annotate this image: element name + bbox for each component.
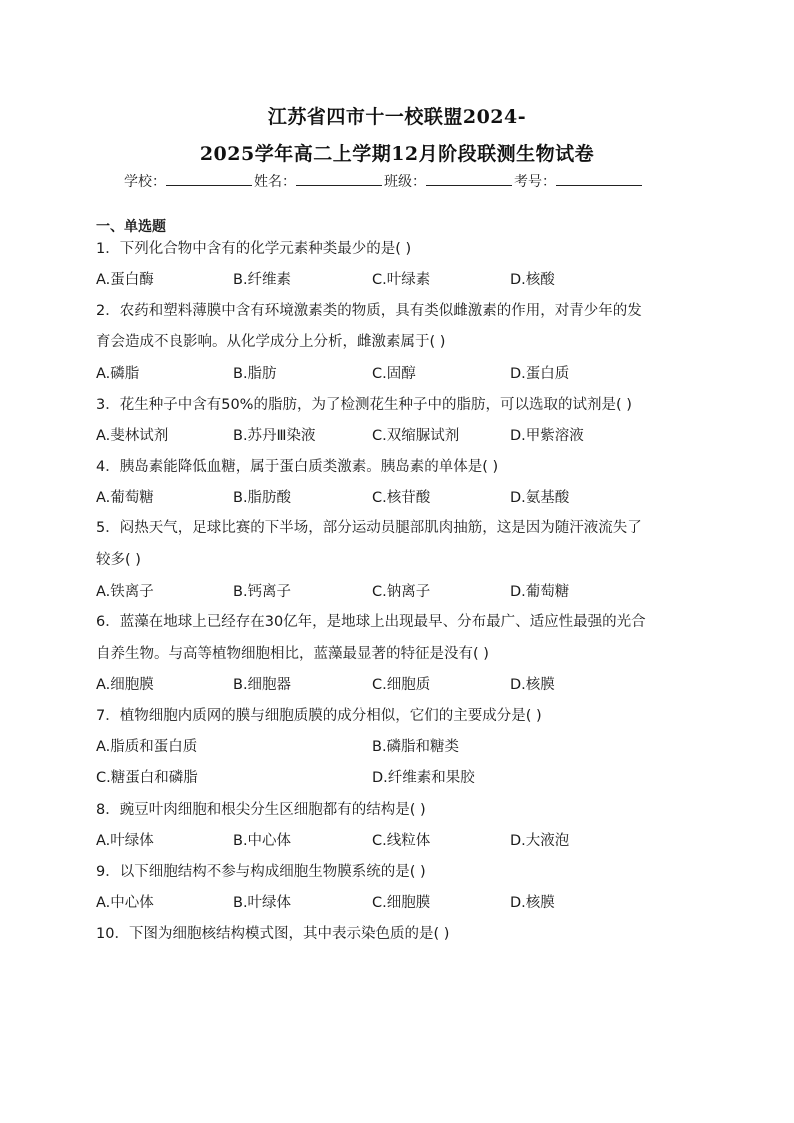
q5-option-d: D.葡萄糖 (510, 584, 570, 600)
question-5-stem-line-2: 较多( ) (96, 552, 141, 568)
q1-option-c: C.叶绿素 (372, 272, 431, 288)
q8-option-a: A.叶绿体 (96, 833, 154, 849)
question-5-stem-line-1: 5．闷热天气，足球比赛的下半场，部分运动员腿部肌肉抽筋，这是因为随汗液流失了 (96, 520, 642, 536)
q2-option-c: C.固醇 (372, 366, 416, 382)
name-label: 姓名： (254, 174, 296, 190)
question-7-stem: 7．植物细胞内质网的膜与细胞质膜的成分相似，它们的主要成分是( ) (96, 708, 542, 724)
q1-option-b: B.纤维素 (233, 272, 292, 288)
q8-option-b: B.中心体 (233, 833, 292, 849)
q3-option-d: D.甲紫溶液 (510, 428, 584, 444)
q9-option-b: B.叶绿体 (233, 895, 292, 911)
q4-option-c: C.核苷酸 (372, 490, 431, 506)
question-2-stem-line-1: 2．农药和塑料薄膜中含有环境激素类的物质，具有类似雌激素的作用，对青少年的发 (96, 303, 642, 319)
school-blank[interactable] (166, 171, 252, 186)
q7-option-d: D.纤维素和果胶 (372, 770, 475, 786)
question-10-stem: 10．下图为细胞核结构模式图，其中表示染色质的是( ) (96, 926, 450, 942)
q9-option-a: A.中心体 (96, 895, 154, 911)
q8-option-d: D.大液泡 (510, 833, 570, 849)
title-line-1: 江苏省四市十一校联盟2024- (267, 106, 527, 128)
question-8-stem: 8．豌豆叶肉细胞和根尖分生区细胞都有的结构是( ) (96, 802, 426, 818)
section-heading: 一、单选题 (96, 219, 166, 235)
name-blank[interactable] (296, 171, 382, 186)
q5-option-a: A.铁离子 (96, 584, 154, 600)
exam-number-label: 考号： (514, 174, 556, 190)
q3-option-c: C.双缩脲试剂 (372, 428, 460, 444)
question-6-stem-line-2: 自养生物。与高等植物细胞相比，蓝藻最显著的特征是没有( ) (96, 646, 489, 662)
q6-option-b: B.细胞器 (233, 677, 292, 693)
school-field (124, 171, 254, 191)
q4-option-b: B.脂肪酸 (233, 490, 292, 506)
q8-option-c: C.线粒体 (372, 833, 431, 849)
q2-option-b: B.脂肪 (233, 366, 277, 382)
q2-option-a: A.磷脂 (96, 366, 140, 382)
question-3-stem: 3．花生种子中含有50%的脂肪，为了检测花生种子中的脂肪，可以选取的试剂是( ) (96, 397, 632, 413)
question-9-stem: 9．以下细胞结构不参与构成细胞生物膜系统的是( ) (96, 864, 426, 880)
school-label: 学校： (124, 174, 166, 190)
question-1-stem: 1．下列化合物中含有的化学元素种类最少的是( ) (96, 241, 412, 257)
name-field (254, 171, 384, 191)
question-6-stem-line-1: 6．蓝藻在地球上已经存在30亿年，是地球上出现最早、分布最广、适应性最强的光合 (96, 614, 646, 630)
q7-option-b: B.磷脂和糖类 (372, 739, 460, 755)
q5-option-b: B.钙离子 (233, 584, 292, 600)
q7-option-a: A.脂质和蛋白质 (96, 739, 198, 755)
q5-option-c: C.钠离子 (372, 584, 431, 600)
q1-option-d: D.核酸 (510, 272, 555, 288)
class-label: 班级： (384, 174, 426, 190)
question-4-stem: 4．胰岛素能降低血糖，属于蛋白质类激素。胰岛素的单体是( ) (96, 459, 499, 475)
class-field (384, 171, 514, 191)
title-line-2: 2025学年高二上学期12月阶段联测生物试卷 (199, 143, 595, 165)
q3-option-b: B.苏丹Ⅲ染液 (233, 428, 316, 444)
q6-option-c: C.细胞质 (372, 677, 431, 693)
q4-option-a: A.葡萄糖 (96, 490, 154, 506)
q6-option-d: D.核膜 (510, 677, 555, 693)
exam-number-blank[interactable] (556, 171, 642, 186)
q7-option-c: C.糖蛋白和磷脂 (96, 770, 198, 786)
question-2-stem-line-2: 育会造成不良影响。从化学成分上分析，雌激素属于( ) (96, 334, 446, 350)
q3-option-a: A.斐林试剂 (96, 428, 169, 444)
exam-number-field (514, 171, 644, 191)
q6-option-a: A.细胞膜 (96, 677, 154, 693)
class-blank[interactable] (426, 171, 512, 186)
student-info-line (124, 171, 644, 191)
q9-option-d: D.核膜 (510, 895, 555, 911)
q1-option-a: A.蛋白酶 (96, 272, 154, 288)
q4-option-d: D.氨基酸 (510, 490, 570, 506)
q2-option-d: D.蛋白质 (510, 366, 570, 382)
q9-option-c: C.细胞膜 (372, 895, 431, 911)
